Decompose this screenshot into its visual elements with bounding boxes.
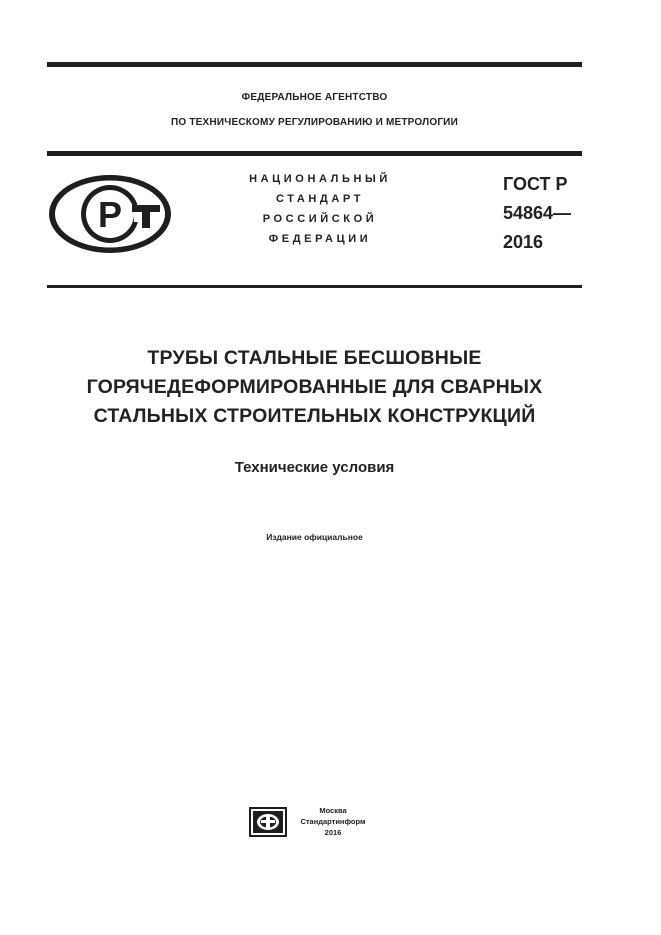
designation-line-3: 2016 xyxy=(503,232,544,252)
document-title xyxy=(47,344,582,431)
header-rule xyxy=(47,151,582,156)
title-line-2: ГОРЯЧЕДЕФОРМИРОВАННЫЕ ДЛЯ СВАРНЫХ xyxy=(86,376,543,398)
standard-designation xyxy=(503,170,593,257)
section-rule xyxy=(47,285,582,288)
standard-type-line-3: РОССИЙСКОЙ xyxy=(262,213,378,225)
title-line-3: СТАЛЬНЫХ СТРОИТЕЛЬНЫХ КОНСТРУКЦИЙ xyxy=(93,405,536,427)
rst-mark-icon xyxy=(46,172,174,256)
svg-text:Р: Р xyxy=(97,194,123,235)
publisher-city: Москва xyxy=(319,806,347,815)
title-line-1: ТРУБЫ СТАЛЬНЫЕ БЕСШОВНЫЕ xyxy=(147,347,482,369)
publisher-imprint xyxy=(293,805,373,838)
standard-type-line-1: НАЦИОНАЛЬНЫЙ xyxy=(249,173,391,185)
agency-line-2: ПО ТЕХНИЧЕСКОМУ РЕГУЛИРОВАНИЮ И МЕТРОЛОГИИ xyxy=(171,117,458,128)
publisher-logo-icon xyxy=(249,807,287,837)
document-subtitle: Технические условия xyxy=(234,459,395,476)
standard-type-line-2: СТАНДАРТ xyxy=(275,193,365,205)
edition-note: Издание официальное xyxy=(266,532,363,542)
top-rule xyxy=(47,62,582,67)
designation-line-1: ГОСТ Р xyxy=(503,174,568,194)
publisher-year: 2016 xyxy=(324,828,342,837)
designation-line-2: 54864— xyxy=(503,203,572,223)
publisher-name: Стандартинформ xyxy=(300,817,366,826)
agency-line-1: ФЕДЕРАЛЬНОЕ АГЕНТСТВО xyxy=(241,92,388,103)
standard-type-line-4: ФЕДЕРАЦИИ xyxy=(268,233,372,245)
